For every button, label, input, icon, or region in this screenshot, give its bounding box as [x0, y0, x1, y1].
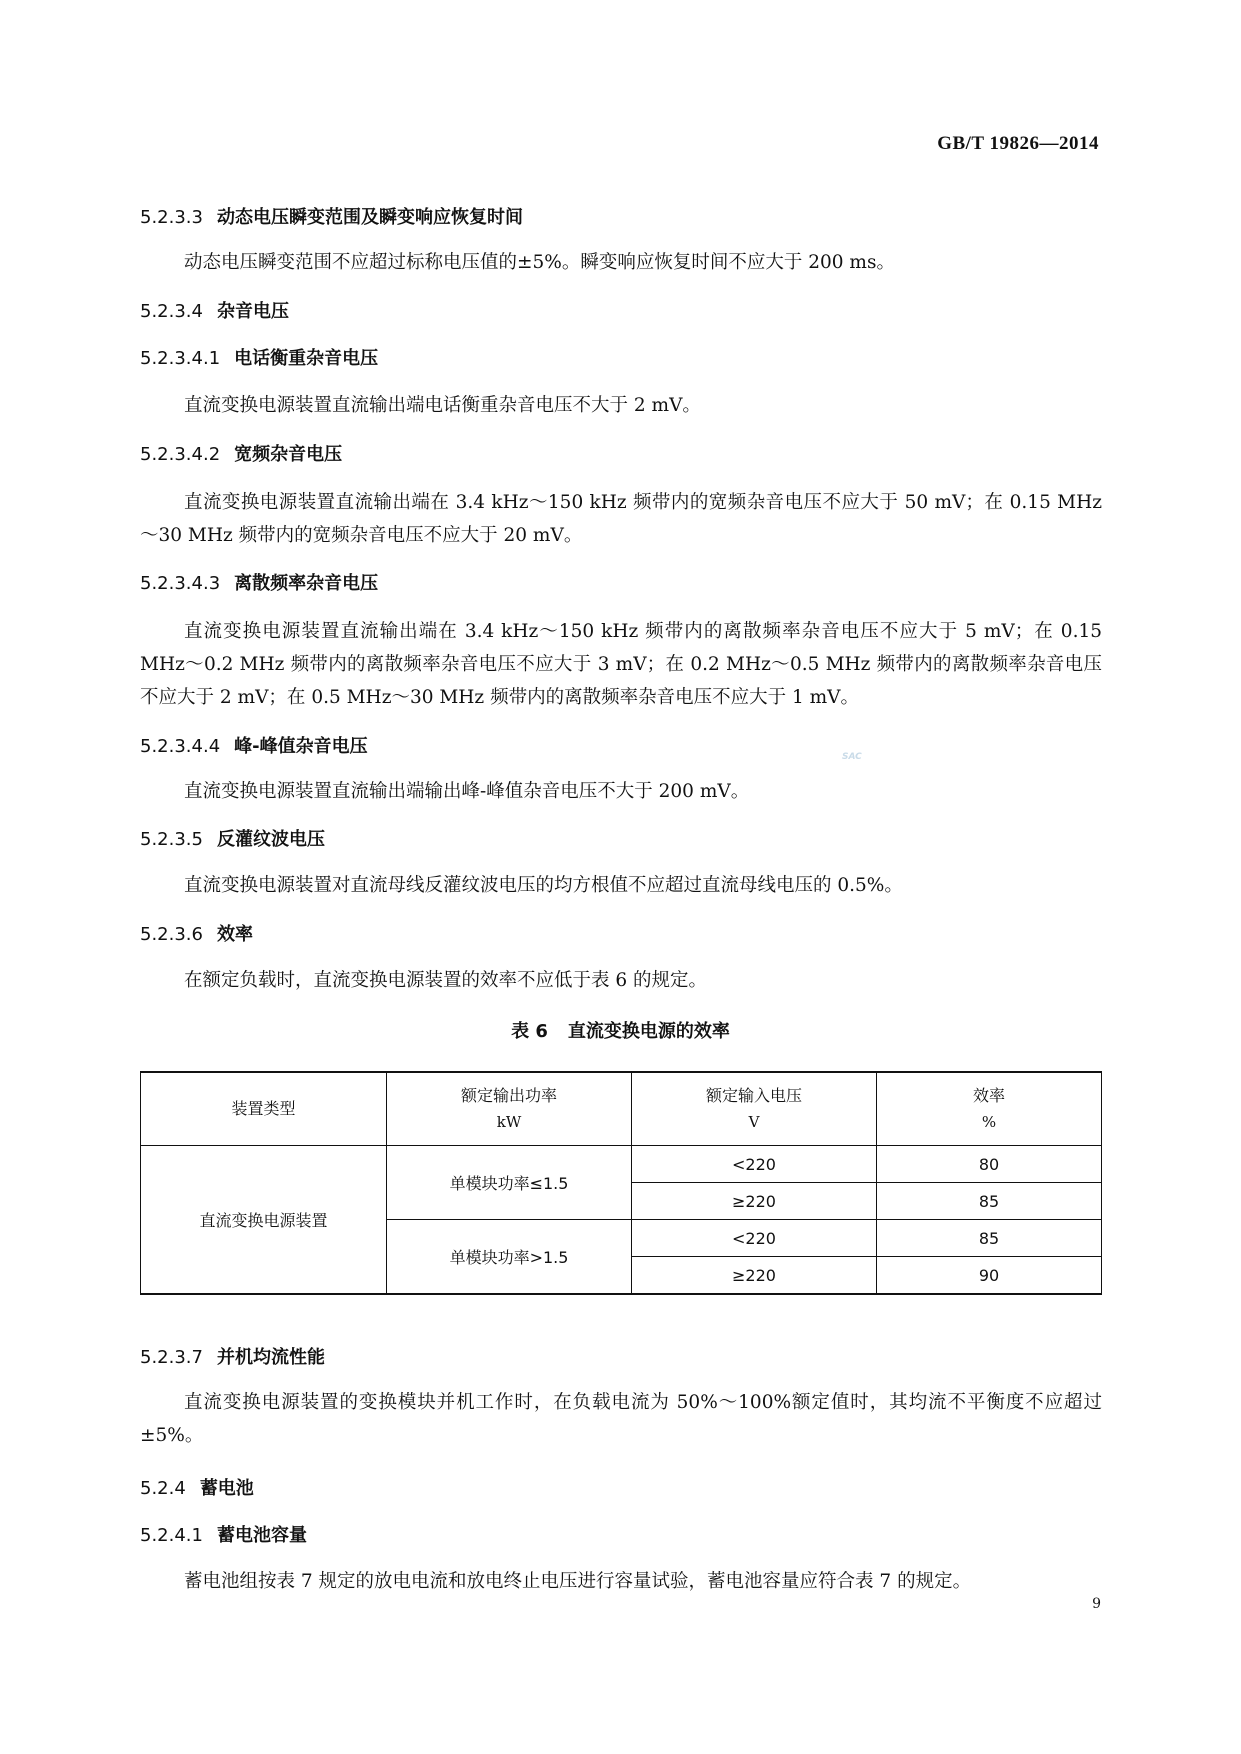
header-unit: V: [748, 1113, 760, 1131]
paragraph: 直流变换电源装置直流输出端在 3.4 kHz～150 kHz 频带内的宽频杂音电压不应大于 50 mV；在 0.15 MHz～30 MHz 频带内的宽频杂音电压不应大于 20 mV。: [140, 492, 1102, 546]
paragraph: 动态电压瞬变范围不应超过标称电压值的±5%。瞬变响应恢复时间不应大于 200 ms。: [184, 252, 895, 273]
table-caption: [0, 1017, 1241, 1043]
header-rated-input-voltage: [632, 1072, 877, 1146]
section-number: 5.2.3.5: [140, 829, 203, 850]
section-number: 5.2.3.6: [140, 924, 203, 945]
section-number: 5.2.4.1: [140, 1525, 203, 1546]
paragraph: 直流变换电源装置直流输出端在 3.4 kHz～150 kHz 频带内的离散频率杂音电压不应大于 5 mV；在 0.15 MHz～0.2 MHz 频带内的离散频率杂音电压不应大于 3 mV；在 0.2 MHz～0.5 MHz 频带内的离散频率杂音电压不应大于 2 mV；在 0.5 MHz～30 MHz 频带内的离散频率杂音电压不应大于 1 mV。: [140, 621, 1102, 708]
cell-efficiency: 80: [877, 1146, 1102, 1183]
cell-efficiency: 90: [877, 1257, 1102, 1295]
cell-efficiency: 85: [877, 1220, 1102, 1257]
paragraph: 蓄电池组按表 7 规定的放电电流和放电终止电压进行容量试验，蓄电池容量应符合表 7 的规定。: [184, 1571, 972, 1592]
section-number: 5.2.3.4.2: [140, 444, 221, 465]
header-label: 额定输入电压: [705, 1086, 802, 1105]
header-unit: kW: [496, 1113, 522, 1131]
section-heading: [140, 825, 325, 851]
section-heading: [140, 1474, 254, 1500]
paragraph: 在额定负载时，直流变换电源装置的效率不应低于表 6 的规定。: [184, 970, 708, 991]
section-heading: [140, 1521, 307, 1547]
section-title: 宽频杂音电压: [234, 444, 343, 465]
section-title: 反灌纹波电压: [216, 829, 325, 850]
table-caption-number: 表 6: [511, 1021, 548, 1042]
section-title: 蓄电池容量: [216, 1525, 307, 1546]
paragraph: 直流变换电源装置的变换模块并机工作时，在负载电流为 50%～100%额定值时，其均流不平衡度不应超过±5%。: [140, 1392, 1102, 1446]
section-title: 效率: [216, 924, 253, 945]
header-rated-output-power: [387, 1072, 632, 1146]
cell-efficiency: 85: [877, 1183, 1102, 1220]
section-title: 杂音电压: [216, 301, 289, 322]
page-number: 9: [1092, 1596, 1101, 1612]
section-title: 并机均流性能: [216, 1347, 325, 1368]
header-unit: %: [981, 1113, 997, 1131]
section-title: 峰-峰值杂音电压: [234, 736, 368, 757]
standard-code: GB/T 19826—2014: [937, 133, 1099, 154]
section-heading: [140, 1343, 325, 1369]
header-efficiency: [877, 1072, 1102, 1146]
section-heading: [140, 732, 368, 758]
section-title: 电话衡重杂音电压: [234, 348, 379, 369]
section-heading: [140, 203, 523, 229]
cell-voltage: ≥220: [632, 1257, 877, 1295]
paragraph: 直流变换电源装置对直流母线反灌纹波电压的均方根值不应超过直流母线电压的 0.5%。: [184, 875, 903, 896]
section-title: 动态电压瞬变范围及瞬变响应恢复时间: [216, 207, 523, 228]
header-label: 额定输出功率: [460, 1086, 557, 1105]
table-caption-title: 直流变换电源的效率: [567, 1021, 730, 1042]
section-number: 5.2.4: [140, 1478, 186, 1499]
table-row: [141, 1146, 1102, 1183]
cell-voltage: <220: [632, 1220, 877, 1257]
efficiency-table: [140, 1071, 1102, 1295]
section-number: 5.2.3.4.4: [140, 736, 221, 757]
section-heading: [140, 344, 378, 370]
section-heading: [140, 920, 253, 946]
section-number: 5.2.3.3: [140, 207, 203, 228]
section-heading: [140, 297, 289, 323]
section-number: 5.2.3.4: [140, 301, 203, 322]
cell-power: 单模块功率≤1.5: [387, 1146, 632, 1220]
section-number: 5.2.3.4.3: [140, 573, 221, 594]
section-title: 蓄电池: [199, 1478, 254, 1499]
paragraph: 直流变换电源装置直流输出端输出峰-峰值杂音电压不大于 200 mV。: [184, 781, 750, 802]
cell-power: 单模块功率>1.5: [387, 1220, 632, 1295]
section-number: 5.2.3.4.1: [140, 348, 221, 369]
section-heading: [140, 440, 342, 466]
sac-watermark-logo: SAC: [842, 752, 862, 762]
paragraph: 直流变换电源装置直流输出端电话衡重杂音电压不大于 2 mV。: [184, 395, 701, 416]
section-title: 离散频率杂音电压: [234, 573, 379, 594]
header-label: 装置类型: [231, 1099, 296, 1118]
header-label: 效率: [972, 1086, 1005, 1105]
table-header-row: [141, 1072, 1102, 1146]
section-heading: [140, 569, 378, 595]
section-number: 5.2.3.7: [140, 1347, 203, 1368]
cell-voltage: <220: [632, 1146, 877, 1183]
cell-voltage: ≥220: [632, 1183, 877, 1220]
cell-device-type: 直流变换电源装置: [141, 1146, 387, 1295]
header-device-type: [141, 1072, 387, 1146]
